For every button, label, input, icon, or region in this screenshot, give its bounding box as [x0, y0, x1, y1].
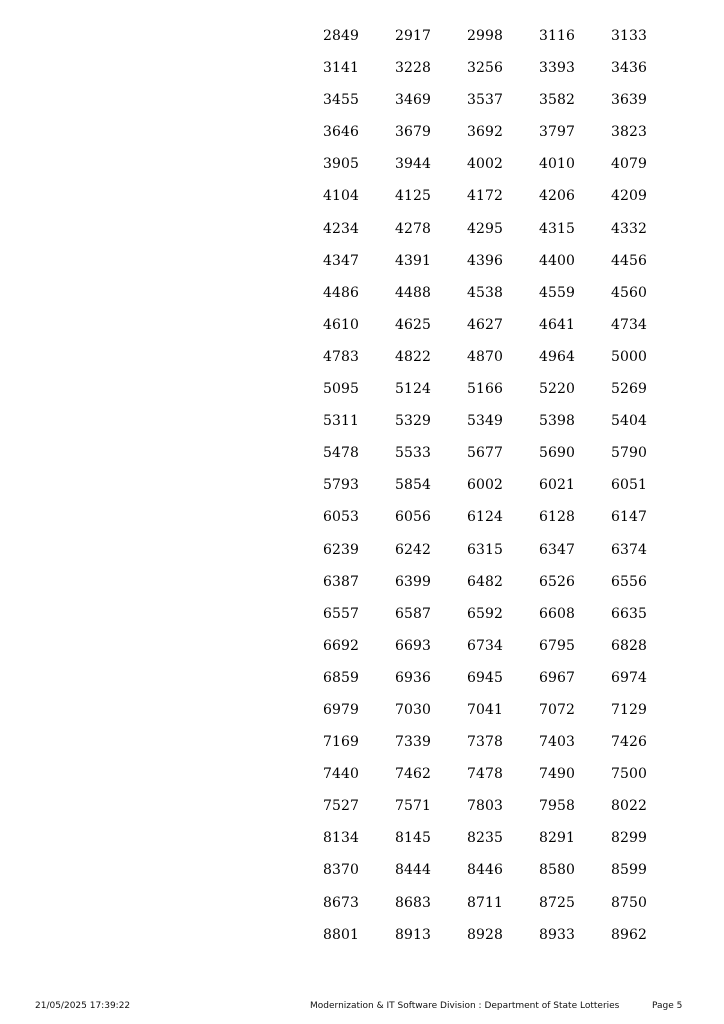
table-row	[323, 91, 683, 123]
table-row	[323, 123, 683, 155]
number-cell: 4347	[323, 252, 360, 269]
table-row	[323, 348, 683, 380]
number-cell: 6482	[467, 573, 504, 590]
number-cell: 6239	[323, 541, 360, 558]
number-cell: 3537	[467, 92, 504, 109]
number-cell: 7378	[467, 734, 504, 751]
number-cell: 8580	[539, 862, 576, 879]
number-cell: 7030	[395, 701, 432, 718]
table-row	[323, 701, 683, 733]
number-cell: 7426	[611, 734, 648, 751]
number-cell: 4783	[323, 348, 360, 365]
number-cell: 7500	[611, 766, 648, 783]
number-cell: 4002	[467, 156, 504, 173]
table-row	[323, 605, 683, 637]
number-cell: 7169	[323, 734, 360, 751]
number-cell: 7958	[539, 798, 576, 815]
table-row	[323, 508, 683, 540]
number-cell: 8962	[611, 926, 648, 943]
number-cell: 2849	[323, 28, 360, 44]
number-cell: 4486	[323, 284, 360, 301]
number-cell: 4010	[539, 156, 576, 173]
number-cell: 3646	[323, 124, 360, 141]
number-cell: 4400	[539, 252, 576, 269]
number-cell: 4627	[467, 316, 504, 333]
number-cell: 7803	[467, 798, 504, 815]
number-cell: 6693	[395, 637, 432, 654]
number-cell: 6967	[539, 669, 576, 686]
number-cell: 5329	[395, 413, 432, 430]
number-cell: 3116	[539, 28, 576, 44]
table-row	[323, 829, 683, 861]
number-cell: 5398	[539, 413, 576, 430]
table-row	[323, 59, 683, 91]
number-cell: 5790	[611, 445, 648, 462]
number-cell: 7339	[395, 734, 432, 751]
table-row	[323, 187, 683, 219]
number-cell: 8725	[539, 894, 576, 911]
number-cell: 6592	[467, 605, 504, 622]
number-cell: 4172	[467, 188, 504, 205]
table-row	[323, 316, 683, 348]
number-cell: 8446	[467, 862, 504, 879]
number-cell: 8022	[611, 798, 648, 815]
number-cell: 6347	[539, 541, 576, 558]
number-cell: 4315	[539, 220, 576, 237]
number-cell: 6399	[395, 573, 432, 590]
number-cell: 5854	[395, 477, 432, 494]
number-cell: 8599	[611, 862, 648, 879]
number-cell: 4538	[467, 284, 504, 301]
number-cell: 6387	[323, 573, 360, 590]
number-cell: 8750	[611, 894, 648, 911]
number-cell: 3133	[611, 28, 648, 44]
number-cell: 4391	[395, 252, 432, 269]
number-cell: 2998	[467, 28, 504, 44]
number-cell: 6608	[539, 605, 576, 622]
number-cell: 8235	[467, 830, 504, 847]
number-cell: 4559	[539, 284, 576, 301]
table-row	[323, 27, 683, 59]
number-cell: 7072	[539, 701, 576, 718]
table-row	[323, 573, 683, 605]
number-cell: 3582	[539, 92, 576, 109]
number-cell: 8444	[395, 862, 432, 879]
number-cell: 4641	[539, 316, 576, 333]
table-row	[323, 894, 683, 926]
number-cell: 5793	[323, 477, 360, 494]
table-row	[323, 476, 683, 508]
table-row	[323, 252, 683, 284]
number-cell: 4610	[323, 316, 360, 333]
number-cell: 5269	[611, 381, 648, 398]
number-cell: 6147	[611, 509, 648, 526]
number-cell: 6692	[323, 637, 360, 654]
table-row	[323, 797, 683, 829]
number-cell: 5533	[395, 445, 432, 462]
number-cell: 6128	[539, 509, 576, 526]
number-cell: 7478	[467, 766, 504, 783]
number-cell: 6974	[611, 669, 648, 686]
table-row	[323, 220, 683, 252]
number-cell: 3639	[611, 92, 648, 109]
number-cell: 6124	[467, 509, 504, 526]
number-cell: 4396	[467, 252, 504, 269]
number-cell: 6979	[323, 701, 360, 718]
number-cell: 6859	[323, 669, 360, 686]
number-cell: 7403	[539, 734, 576, 751]
number-cell: 4560	[611, 284, 648, 301]
number-cell: 6002	[467, 477, 504, 494]
number-cell: 4278	[395, 220, 432, 237]
number-cell: 8928	[467, 926, 504, 943]
number-cell: 8933	[539, 926, 576, 943]
number-cell: 8711	[467, 894, 504, 911]
number-cell: 6021	[539, 477, 576, 494]
number-cell: 6795	[539, 637, 576, 654]
number-cell: 4822	[395, 348, 432, 365]
table-row	[323, 765, 683, 797]
number-cell: 3436	[611, 60, 648, 77]
number-cell: 5311	[323, 413, 360, 430]
number-cell: 3797	[539, 124, 576, 141]
number-cell: 7571	[395, 798, 432, 815]
number-cell: 5166	[467, 381, 504, 398]
number-cell: 6734	[467, 637, 504, 654]
table-row	[323, 926, 683, 958]
table-row	[323, 637, 683, 669]
table-row	[323, 412, 683, 444]
number-cell: 7041	[467, 701, 504, 718]
number-cell: 4295	[467, 220, 504, 237]
footer-organization: Modernization & IT Software Division : Department of State Lotteries	[310, 1001, 620, 1011]
number-cell: 5349	[467, 413, 504, 430]
number-cell: 6056	[395, 509, 432, 526]
number-cell: 3228	[395, 60, 432, 77]
number-cell: 4104	[323, 188, 360, 205]
number-cell: 4456	[611, 252, 648, 269]
number-cell: 2917	[395, 28, 432, 44]
number-cell: 5220	[539, 381, 576, 398]
number-cell: 8299	[611, 830, 648, 847]
number-cell: 3141	[323, 60, 360, 77]
table-row	[323, 155, 683, 187]
number-cell: 8673	[323, 894, 360, 911]
number-cell: 6587	[395, 605, 432, 622]
number-cell: 8913	[395, 926, 432, 943]
number-cell: 7129	[611, 701, 648, 718]
number-cell: 7490	[539, 766, 576, 783]
number-cell: 4206	[539, 188, 576, 205]
number-cell: 4870	[467, 348, 504, 365]
number-cell: 7462	[395, 766, 432, 783]
number-cell: 8134	[323, 830, 360, 847]
number-cell: 5000	[611, 348, 648, 365]
number-cell: 3469	[395, 92, 432, 109]
number-cell: 5095	[323, 381, 360, 398]
number-cell: 5124	[395, 381, 432, 398]
number-cell: 6828	[611, 637, 648, 654]
number-cell: 6635	[611, 605, 648, 622]
number-cell: 8801	[323, 926, 360, 943]
number-cell: 8370	[323, 862, 360, 879]
number-cell: 5677	[467, 445, 504, 462]
table-row	[323, 284, 683, 316]
table-row	[323, 669, 683, 701]
number-cell: 3944	[395, 156, 432, 173]
number-cell: 6936	[395, 669, 432, 686]
table-row	[323, 733, 683, 765]
number-cell: 6051	[611, 477, 648, 494]
number-cell: 4734	[611, 316, 648, 333]
table-row	[323, 861, 683, 893]
number-cell: 3256	[467, 60, 504, 77]
footer-page-number: Page 5	[652, 1001, 683, 1011]
number-cell: 3679	[395, 124, 432, 141]
footer-timestamp: 21/05/2025 17:39:22	[35, 1001, 131, 1011]
number-cell: 6242	[395, 541, 432, 558]
number-cell: 7527	[323, 798, 360, 815]
number-cell: 6526	[539, 573, 576, 590]
number-cell: 4234	[323, 220, 360, 237]
number-cell: 3692	[467, 124, 504, 141]
number-cell: 4209	[611, 188, 648, 205]
number-cell: 8683	[395, 894, 432, 911]
table-row	[323, 444, 683, 476]
number-cell: 7440	[323, 766, 360, 783]
number-cell: 4488	[395, 284, 432, 301]
number-cell: 4079	[611, 156, 648, 173]
number-cell: 6053	[323, 509, 360, 526]
page-footer	[0, 1000, 724, 1014]
number-cell: 6556	[611, 573, 648, 590]
number-cell: 4332	[611, 220, 648, 237]
number-cell: 3393	[539, 60, 576, 77]
number-cell: 8291	[539, 830, 576, 847]
number-cell: 4625	[395, 316, 432, 333]
number-cell: 5404	[611, 413, 648, 430]
table-row	[323, 541, 683, 573]
number-cell: 5690	[539, 445, 576, 462]
number-cell: 3905	[323, 156, 360, 173]
number-cell: 4125	[395, 188, 432, 205]
number-cell: 3823	[611, 124, 648, 141]
number-cell: 3455	[323, 92, 360, 109]
number-cell: 6374	[611, 541, 648, 558]
table-row	[323, 380, 683, 412]
number-cell: 6315	[467, 541, 504, 558]
number-cell: 6557	[323, 605, 360, 622]
winning-numbers-table	[323, 27, 683, 958]
number-cell: 4964	[539, 348, 576, 365]
number-cell: 5478	[323, 445, 360, 462]
number-cell: 8145	[395, 830, 432, 847]
number-cell: 6945	[467, 669, 504, 686]
